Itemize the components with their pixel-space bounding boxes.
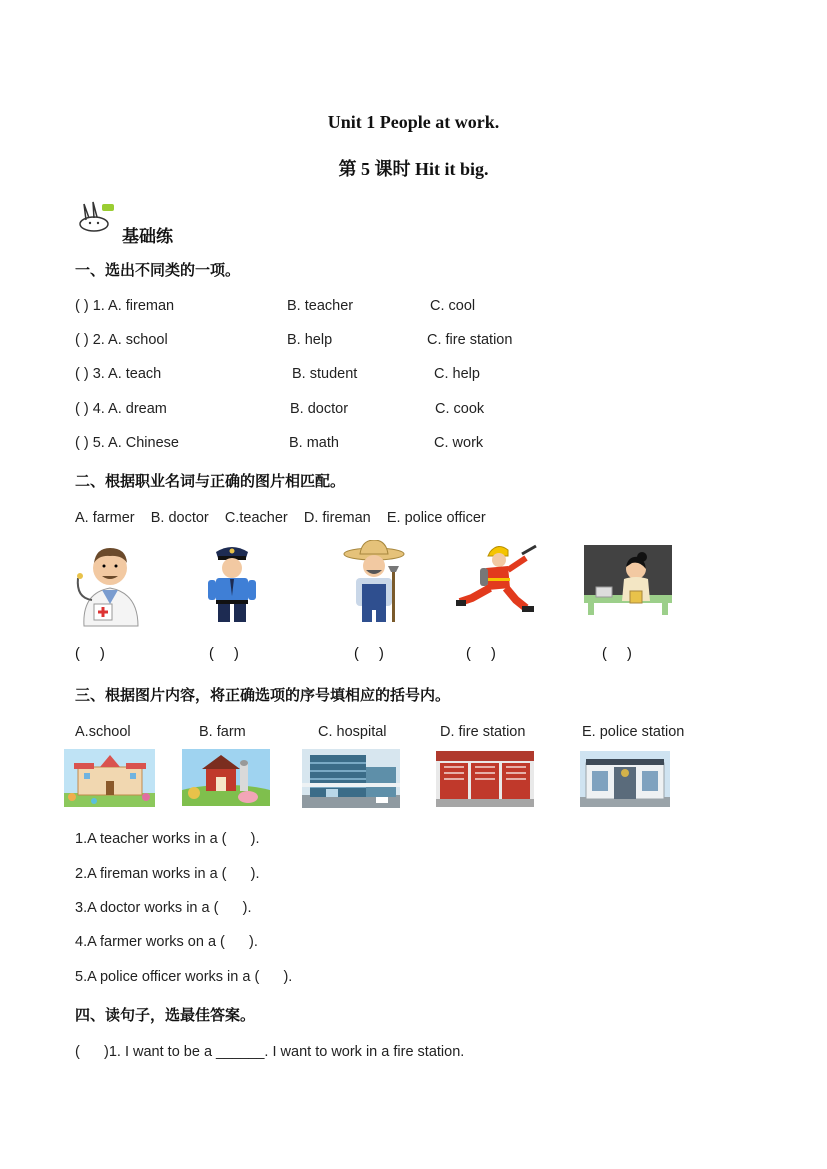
option-b-1: B. teacher [287,298,354,314]
teacher-picture [584,545,672,617]
option-c-3: C. help [434,366,480,382]
sentence-5: 5.A police officer works in a ( ). [75,969,293,985]
sentence-1: 1.A teacher works in a ( ). [75,831,260,847]
police-station-picture [580,751,670,807]
match-blank-2[interactable]: ( ) [209,646,239,662]
fire-station-picture [436,751,534,807]
question-5: ( ) 5. A. Chinese [75,435,179,451]
practice-badge: 基础练 [122,227,173,246]
option-b-3: B. student [292,366,358,382]
lesson-title: 第 5 课时 Hit it big. [338,159,489,179]
sentence-2: 2.A fireman works in a ( ). [75,866,260,882]
place-label-farm: B. farm [199,724,246,740]
question-2: ( ) 2. A. school [75,332,168,348]
hospital-picture [302,749,400,808]
farmer-picture [340,540,408,624]
option-c-1: C. cool [430,298,476,314]
sentence-3: 3.A doctor works in a ( ). [75,900,252,916]
option-c-4: C. cook [435,401,485,417]
section4-heading: 四、读句子，选最佳答案。 [75,1008,256,1024]
match-blank-4[interactable]: ( ) [466,646,496,662]
match-blank-5[interactable]: ( ) [602,646,632,662]
option-b-2: B. help [287,332,333,348]
option-b-5: B. math [289,435,339,451]
option-c-5: C. work [434,435,484,451]
place-label-police-station: E. police station [582,724,685,740]
question-3: ( ) 3. A. teach [75,366,162,382]
match-blank-3[interactable]: ( ) [354,646,384,662]
question-1: ( ) 1. A. fireman [75,298,175,314]
option-c-2: C. fire station [427,332,513,348]
police-officer-picture [202,542,262,624]
fireman-picture [456,542,540,614]
section2-heading: 二、根据职业名词与正确的图片相匹配。 [75,474,346,490]
farm-picture [182,749,270,806]
section1-heading: 一、选出不同类的一项。 [75,263,241,279]
sentence-4: 4.A farmer works on a ( ). [75,934,258,950]
occupation-options: A. farmer B. doctor C.teacher D. fireman E. police officer [75,510,486,526]
place-label-hospital: C. hospital [318,724,387,740]
rabbit-icon [76,200,116,234]
option-b-4: B. doctor [290,401,349,417]
place-label-fire-station: D. fire station [440,724,526,740]
doctor-picture [72,538,148,628]
school-picture [64,749,155,807]
page-title: Unit 1 People at work. [327,112,500,132]
section3-heading: 三、根据图片内容，将正确选项的序号填相应的括号内。 [75,688,451,704]
place-label-school: A.school [75,724,131,740]
question-4: ( ) 4. A. dream [75,401,167,417]
match-blank-1[interactable]: ( ) [75,646,105,662]
section4-question-1: ( )1. I want to be a ______. I want to work in a fire station. [75,1044,465,1060]
